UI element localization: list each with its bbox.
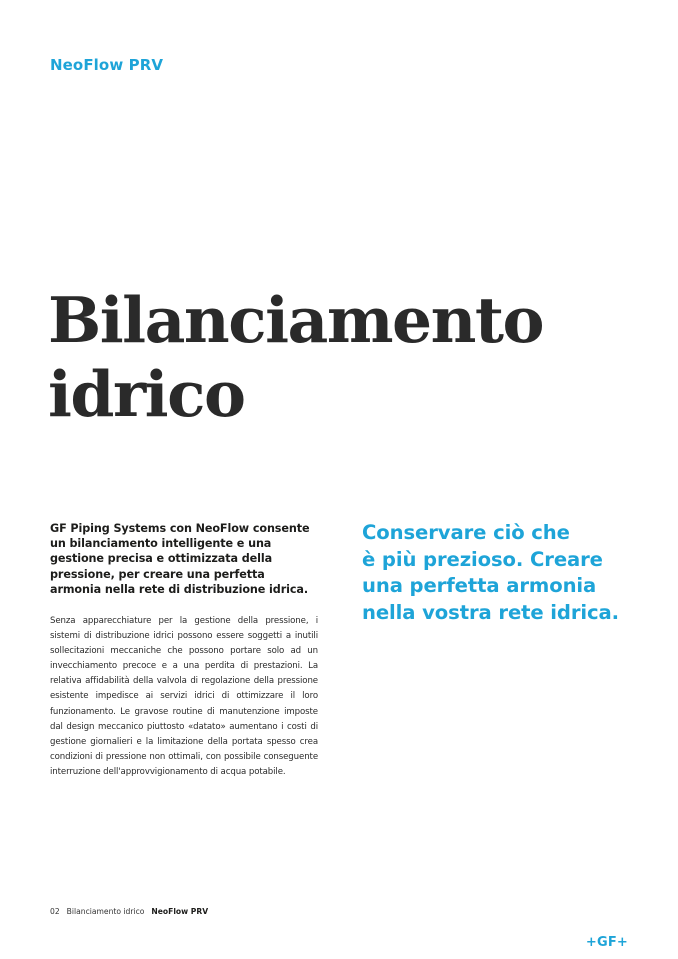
footer-brand: NeoFlow PRV <box>151 907 209 916</box>
pull-quote-line-1: Conservare ciò che <box>362 521 570 544</box>
page-title-line-1: Bilanciamento <box>48 283 544 357</box>
pull-quote <box>362 520 652 626</box>
body-paragraph: Senza apparecchiature per la gestione della pressione, i sistemi di distribuzione idrici possono essere soggetti a inutili sollecitazioni meccaniche che possono portare solo ad un invecchiamento precoce e a una perdita di prestazioni. La relativa affidabilità della valvola di regolazione della pressione esistente impedisce ai servizi idrici di ottimizzare il loro funzionamento. Le gravose routine di manutenzione imposte dal design meccanico piuttosto «datato» aumentano i costi di gestione giornalieri e la limitazione della portata spesso crea condizioni di pressione non ottimali, con possibile conseguente interruzione dell'approvvigionamento di acqua potabile. <box>50 616 318 777</box>
page-title-line-2: idrico <box>48 357 245 431</box>
left-column <box>50 521 318 780</box>
gf-logo: +GF+ <box>585 935 628 950</box>
header-brand: NeoFlow PRV <box>50 56 164 74</box>
intro-paragraph: GF Piping Systems con NeoFlow consente un bilanciamento intelligente e una gestione precisa e ottimizzata della pressione, per creare una perfetta armonia nella rete di distribuzione idrica. <box>50 522 310 596</box>
page-footer <box>50 907 208 916</box>
page-title <box>48 283 648 431</box>
footer-section-name: Bilanciamento idrico <box>66 907 145 916</box>
page-number: 02 <box>50 907 60 916</box>
pull-quote-line-2: è più prezioso. Creare <box>362 547 603 571</box>
pull-quote-line-4: nella vostra rete idrica. <box>362 600 620 624</box>
pull-quote-line-3: una perfetta armonia <box>362 574 597 597</box>
